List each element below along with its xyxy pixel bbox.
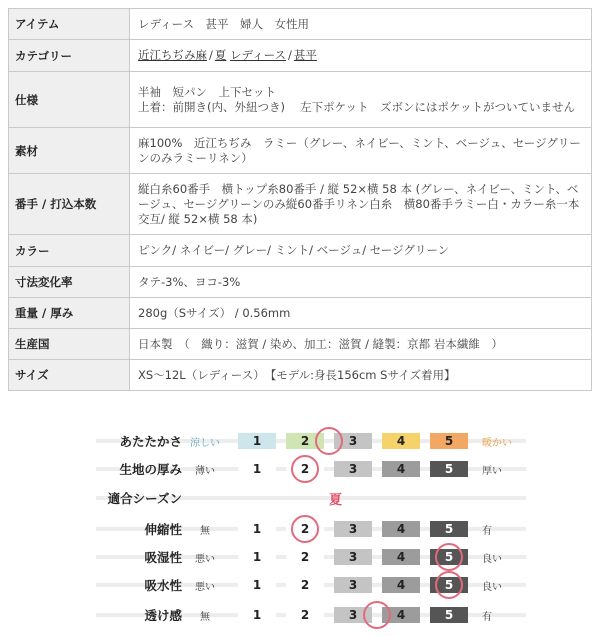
spec-row-spec (9, 72, 592, 128)
rating-box-5: 5 (430, 607, 468, 623)
rating-selected-marker (363, 601, 391, 629)
spec-value: ピンク/ ネイビー/ グレー/ ミント/ ベージュ/ セージグリーン (130, 235, 592, 267)
rating-box-4: 4 (382, 461, 420, 477)
rating-right-label: 有 (482, 612, 492, 623)
rating-box-1: 1 (238, 521, 276, 537)
rating-box-3: 3 (334, 433, 372, 449)
rating-box-2: 2 (286, 521, 324, 537)
spec-row-color (9, 235, 592, 267)
spec-line: 半袖 短パン 上下セット (138, 84, 276, 99)
rating-box-1: 1 (238, 461, 276, 477)
spec-key: 重量 / 厚み (9, 298, 130, 329)
category-separator: / (209, 48, 213, 62)
spec-row-category (9, 40, 592, 72)
spec-value: 麻100% 近江ちぢみ ラミー（グレー、ネイビー、ミント、ベージュ、セージグリーンのみラミーリネン） (130, 128, 592, 174)
spec-value (130, 40, 592, 72)
rating-box-5: 5 (430, 461, 468, 477)
rating-box-3: 3 (334, 461, 372, 477)
spec-key: カテゴリー (9, 40, 130, 72)
category-link[interactable]: 甚平 (293, 48, 317, 62)
rating-label: 伸縮性 (144, 522, 182, 537)
rating-selected-marker (435, 543, 463, 571)
rating-row (96, 544, 526, 570)
rating-left-label: 悪い (195, 582, 215, 593)
rating-box-5: 5 (430, 577, 468, 593)
rating-box-4: 4 (382, 433, 420, 449)
rating-box-5: 5 (430, 549, 468, 565)
spec-row-weight (9, 298, 592, 329)
spec-key: 寸法変化率 (9, 267, 130, 298)
rating-right-label: 厚い (482, 466, 502, 477)
rating-label: 吸湿性 (144, 550, 182, 565)
spec-row-size (9, 360, 592, 391)
category-separator: / (288, 48, 292, 62)
spec-row-origin (9, 329, 592, 360)
spec-key: サイズ (9, 360, 130, 391)
rating-label: 吸水性 (144, 578, 182, 593)
spec-value: 縦白糸60番手 横トップ糸80番手 / 縦 52×横 58 本 (グレー、ネイビー、ミント、ベージュ、セージグリーンのみ縦60番手リネン白糸 横80番手ラミー白・カラー糸一本交互/ 縦 52×横 58 本) (130, 174, 592, 235)
season-value: 夏 (329, 493, 343, 508)
rating-box-3: 3 (334, 577, 372, 593)
rating-box-4: 4 (382, 577, 420, 593)
spec-value: 280g（Sサイズ） / 0.56mm (130, 298, 592, 329)
rating-box-2: 2 (286, 461, 324, 477)
rating-box-3: 3 (334, 521, 372, 537)
spec-line: 上着：前開き(内、外紐つき) 左下ポケット ズボンにはポケットがついていません (138, 99, 575, 114)
spec-row-size-change (9, 267, 592, 298)
rating-right-label: 暖かい (482, 438, 512, 449)
rating-right-label: 有 (482, 526, 492, 537)
rating-selected-marker (315, 427, 343, 455)
spec-value (130, 72, 592, 128)
spec-value: XS～12L（レディース） 【モデル:身長156cm Sサイズ着用】 (130, 360, 592, 391)
category-link[interactable]: 夏 (214, 48, 227, 62)
rating-label: 生地の厚み (119, 462, 182, 477)
rating-box-5: 5 (430, 433, 468, 449)
rating-right-label: 良い (482, 582, 502, 593)
spec-value: タテ-3%、ヨコ-3% (130, 267, 592, 298)
rating-selected-marker (291, 515, 319, 543)
rating-row (96, 428, 526, 454)
rating-row (96, 456, 526, 482)
rating-box-1: 1 (238, 433, 276, 449)
rating-selected-marker (291, 455, 319, 483)
rating-box-1: 1 (238, 607, 276, 623)
rating-box-3: 3 (334, 549, 372, 565)
spec-value: 日本製 （ 織り：滋賀 / 染め、加工：滋賀 / 縫製：京都 岩本繊維 ） (130, 329, 592, 360)
rating-row (96, 516, 526, 542)
spec-row-item (9, 9, 592, 40)
spec-key: 素材 (9, 128, 130, 174)
rating-left-label: 涼しい (190, 438, 220, 449)
category-link[interactable]: 近江ちぢみ麻 (138, 48, 207, 62)
rating-box-4: 4 (382, 549, 420, 565)
spec-value: レディース 甚平 婦人 女性用 (130, 9, 592, 40)
rating-left-label: 無 (200, 526, 210, 537)
rating-box-2: 2 (286, 433, 324, 449)
spec-key: 番手 / 打込本数 (9, 174, 130, 235)
rating-label: あたたかさ (119, 434, 182, 449)
spec-key: 生産国 (9, 329, 130, 360)
rating-left-label: 無 (200, 612, 210, 623)
spec-key: カラー (9, 235, 130, 267)
rating-box-2: 2 (286, 577, 324, 593)
rating-row (96, 572, 526, 598)
rating-label: 適合シーズン (107, 491, 182, 506)
rating-box-4: 4 (382, 521, 420, 537)
rating-box-1: 1 (238, 577, 276, 593)
rating-left-label: 薄い (195, 466, 215, 477)
spec-table (8, 8, 592, 391)
spec-key: 仕様 (9, 72, 130, 128)
season-row (96, 485, 526, 511)
rating-box-4: 4 (382, 607, 420, 623)
spec-row-yarn (9, 174, 592, 235)
rating-box-5: 5 (430, 521, 468, 537)
category-link[interactable]: レディース (230, 48, 287, 62)
rating-selected-marker (435, 571, 463, 599)
rating-box-2: 2 (286, 607, 324, 623)
rating-row (96, 602, 526, 628)
spec-key: アイテム (9, 9, 130, 40)
rating-box-1: 1 (238, 549, 276, 565)
rating-box-3: 3 (334, 607, 372, 623)
rating-left-label: 悪い (195, 554, 215, 565)
spec-row-material (9, 128, 592, 174)
rating-label: 透け感 (144, 608, 182, 623)
rating-box-2: 2 (286, 549, 324, 565)
rating-right-label: 良い (482, 554, 502, 565)
